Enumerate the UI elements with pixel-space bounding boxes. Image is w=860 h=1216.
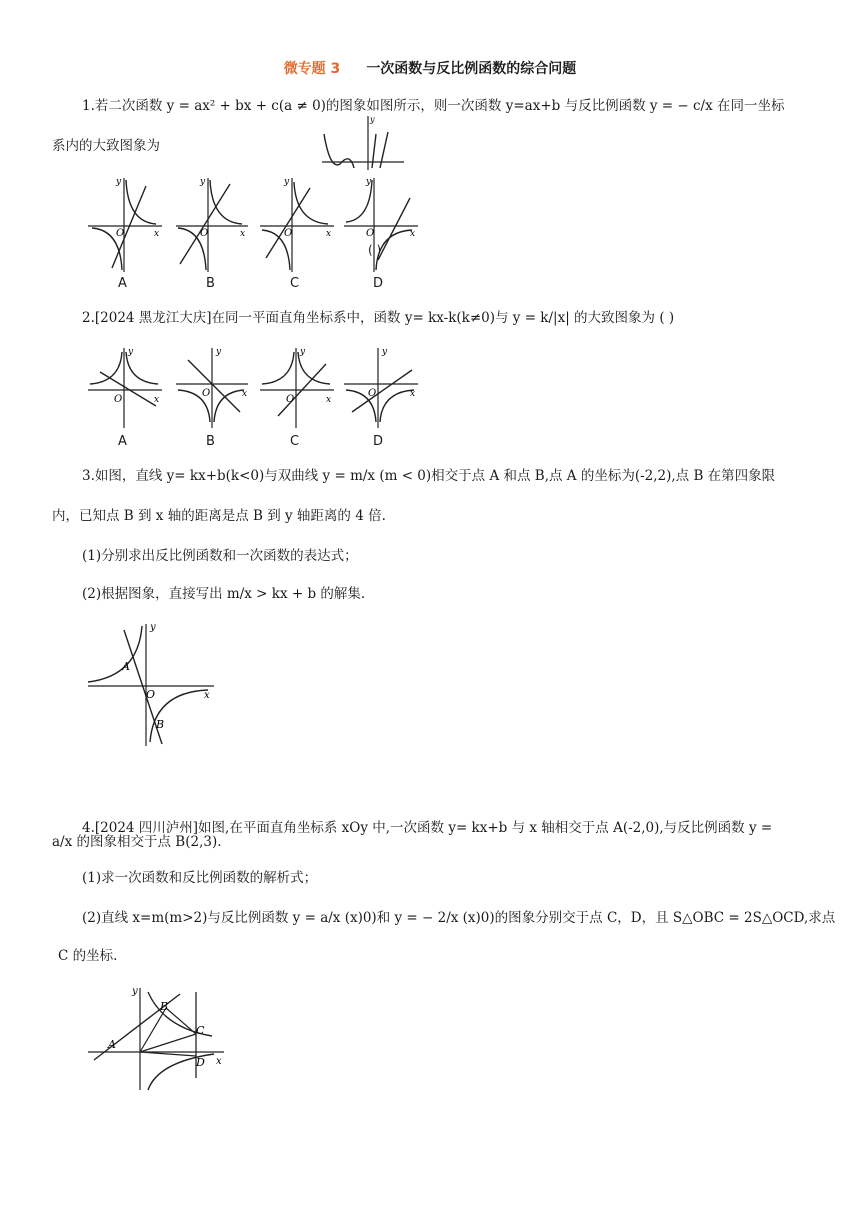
q4-point-b: B [160, 1000, 169, 1013]
q3-line2: 内，已知点 B 到 x 轴的距离是点 B 到 y 轴距离的 4 倍. [52, 508, 386, 524]
q2-option-b-label: B [206, 434, 215, 449]
q1-option-a-graph [88, 177, 162, 272]
q2-option-c-label: C [290, 434, 300, 449]
svg-text:y: y [300, 347, 306, 357]
q2-option-d-label: D [373, 434, 384, 449]
q4-point-a: A [108, 1038, 116, 1051]
svg-text:x: x [410, 389, 416, 399]
q2-line1: 2.[2024 黑龙江大庆]在同一平面直角坐标系中，函数 y= kx-k(k≠0)与 y = k/|x| 的大致图象为 ( ) [82, 310, 675, 326]
q4-sub1: (1)求一次函数和反比例函数的解析式； [82, 870, 318, 886]
svg-text:O: O [200, 228, 209, 239]
q4-sub2b: C 的坐标. [58, 948, 118, 964]
q2-option-c-graph [260, 347, 334, 428]
svg-text:y: y [128, 347, 134, 357]
q3-sub2: (2)根据图象，直接写出 m/x > kx + b 的解集. [82, 586, 366, 602]
q1-option-b-graph [176, 177, 248, 272]
svg-text:x: x [326, 395, 332, 405]
svg-text:y: y [132, 986, 138, 997]
q1-graph-y-label: y [370, 115, 375, 124]
svg-text:x: x [216, 1056, 222, 1067]
svg-text:O: O [286, 394, 295, 405]
q1-line2: 系内的大致图象为 [52, 138, 160, 154]
q4-line1: 4.[2024 四川泸州]如图,在平面直角坐标系 xOy 中,一次函数 y= kx+b 与 x 轴相交于点 A(-2,0),与反比例函数 y = [82, 820, 773, 836]
svg-text:y: y [150, 622, 156, 633]
q4-sub2: (2)直线 x=m(m>2)与反比例函数 y = a/x (x)0)和 y = − 2/x (x)0)的图象分别交于点 C，D，且 S△OBC = 2S△OCD,求点 [82, 910, 836, 926]
q3-sub1: (1)分别求出反比例函数和一次函数的表达式； [82, 548, 358, 564]
q1-option-c-label: C [290, 276, 300, 291]
svg-text:O: O [368, 388, 377, 399]
q4-line2: a/x 的图象相交于点 B(2,3). [52, 834, 222, 850]
svg-text:O: O [202, 388, 211, 399]
q2-options-graphs [82, 342, 422, 432]
title-tag: 微专题 3 [283, 61, 341, 77]
svg-text:x: x [242, 389, 248, 399]
title-text: 一次函数与反比例函数的综合问题 [366, 61, 577, 77]
q1-option-d-graph [344, 177, 418, 272]
page-title [0, 58, 860, 78]
svg-text:O: O [146, 688, 156, 701]
q1-line1: 1.若二次函数 y = ax² + bx + c(a ≠ 0)的图象如图所示，则一次函数 y=ax+b 与反比例函数 y = − c/x 在同一坐标 [82, 98, 785, 114]
q1-answer-paren: ( ) [368, 243, 382, 257]
q3-line1: 3.如图，直线 y= kx+b(k<0)与双曲线 y = m/x (m < 0)相交于点 A 和点 B,点 A 的坐标为(-2,2),点 B 在第四象限 [82, 468, 776, 484]
svg-text:y: y [382, 347, 388, 357]
q4-point-d: D [196, 1056, 205, 1069]
svg-text:x: x [154, 395, 160, 405]
svg-text:x: x [240, 229, 246, 239]
q3-point-a: A [122, 660, 130, 673]
q4-point-c: C [196, 1024, 205, 1037]
q2-option-a-graph [88, 347, 162, 428]
svg-text:O: O [284, 228, 293, 239]
q1-option-c-graph [260, 177, 334, 272]
svg-text:x: x [326, 229, 332, 239]
q1-option-b-label: B [206, 276, 215, 291]
q1-options-graphs [82, 172, 422, 292]
q1-parabola-graph [318, 112, 408, 172]
svg-text:O: O [114, 394, 123, 405]
q2-option-d-graph [344, 347, 418, 428]
svg-text:y: y [366, 177, 372, 187]
q1-option-a-label: A [118, 276, 127, 291]
svg-text:x: x [410, 229, 416, 239]
q2-option-a-label: A [118, 434, 127, 449]
q2-option-b-graph [176, 347, 248, 428]
svg-text:x: x [204, 690, 210, 701]
q4-figure [84, 982, 234, 1094]
q3-point-b: B [156, 718, 165, 731]
q1-option-d-label: D [373, 276, 384, 291]
q1-a-origin: O [116, 228, 125, 239]
q1-a-x: x [154, 229, 160, 239]
svg-text:y: y [284, 177, 290, 187]
svg-text:O: O [366, 228, 375, 239]
svg-text:y: y [216, 347, 222, 357]
q1-a-y: y [116, 177, 122, 187]
svg-text:y: y [200, 177, 206, 187]
q3-figure [84, 618, 224, 750]
